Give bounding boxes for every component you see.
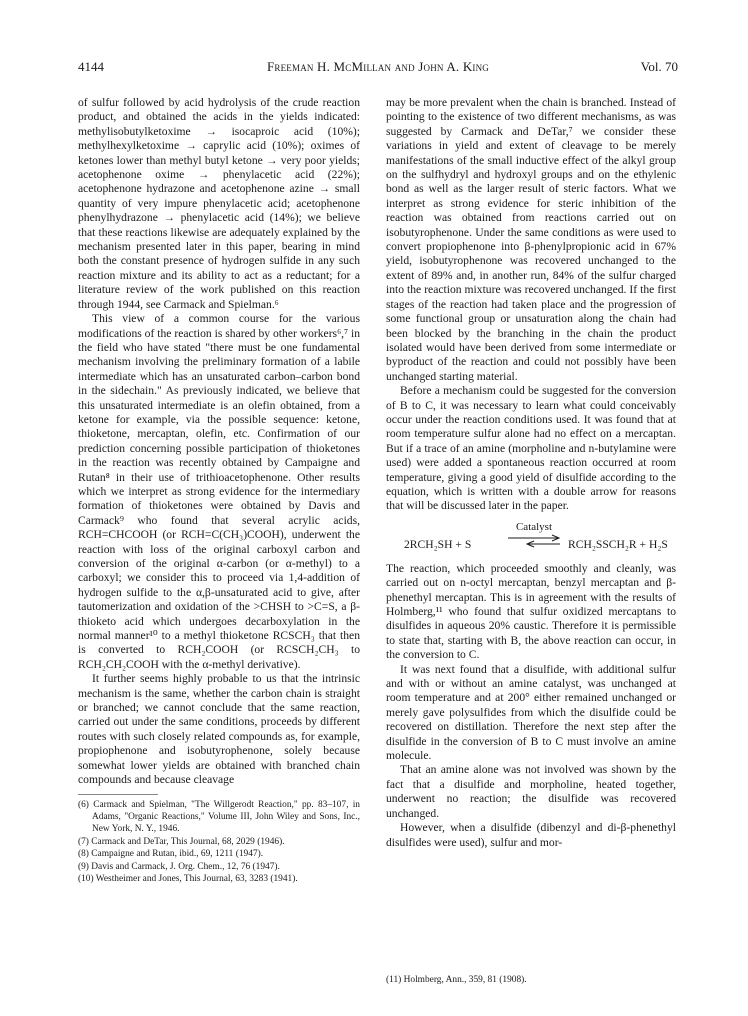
footnote: (11) Holmberg, Ann., 359, 81 (1908). xyxy=(386,975,527,985)
footnote: (9) Davis and Carmack, J. Org. Chem., 12, 76 (1947). xyxy=(78,861,280,872)
footnote: (7) Carmack and DeTar, This Journal, 68, 2029 (1946). xyxy=(78,836,285,847)
footnotes-right xyxy=(386,974,676,986)
paragraph: It further seems highly probable to us that the intrinsic mechanism is the same, whether the carbon chain is straight or branched; we cannot conclude that the same reaction, carried out under the same conditions, proceeds by different routes with such closely related compounds as, for example, propiophenone and isobutyrophenone, solely because somewhat lower yields are obtained with branched chain compounds and because cleavage xyxy=(78,672,360,787)
left-column xyxy=(78,96,360,885)
page-number: 4144 xyxy=(78,59,104,74)
right-column xyxy=(386,96,676,850)
footnote: (10) Westheimer and Jones, This Journal, 63, 3283 (1941). xyxy=(78,873,298,884)
footnote: (8) Campaigne and Rutan, ibid., 69, 1211 (1947). xyxy=(78,849,264,860)
footnote-rule xyxy=(78,794,158,795)
footnotes-left xyxy=(78,799,360,886)
running-header xyxy=(78,58,678,76)
paragraph: may be more prevalent when the chain is branched. Instead of pointing to the existence of two different mechanisms, as was suggested by Carmack and DeTar,⁷ we consider these variations in yield and extent of cleavage to be merely manifestations of the small inductive effect of the alkyl group on the sulfhydryl and hydroxyl groups and on the ethylenic bond as well as the larger result of steric factors. What we interpret as strong evidence for steric inhibition of the reaction was obtained from reactions carried out on isobutyrophenone. Under the same conditions as were used to convert propiophenone into β-phenylpropionic acid in 67% yield, isobutyrophenone was recovered unchanged to the extent of 89% and, in another run, 84% of the sulfur charged into the reaction mixture was recovered unchanged. If the first stages of the reaction had taken place and the progression of some functional group or unsaturation along the chain had been blocked by the branching in the chain the product isolated would have been derived from some intermediate or byproduct of the reaction and could not possibly have been unchanged starting material. xyxy=(386,96,676,383)
paragraph: Before a mechanism could be suggested for the conversion of B to C, it was necessary to learn what could conceivably occur under the reaction conditions used. It was found that at room temperature sulfur alone had no effect on a mercaptan. But if a trace of an amine (morpholine and n-butylamine were used) were added a spontaneous reaction occurred at room temperature, giving a good yield of disulfide according to the equation, which is written with a double arrow for reasons that will be discussed later in the paper. xyxy=(386,384,676,513)
paragraph: However, when a disulfide (dibenzyl and di-β-phenethyl disulfides were used), sulfur and mor- xyxy=(386,821,676,849)
equation-products: RCH₂SSCH₂R + H₂S xyxy=(568,537,668,551)
paragraph: The reaction, which proceeded smoothly and cleanly, was carried out on n-octyl mercaptan, benzyl mercaptan and β-phenethyl mercaptan. This is in agreement with the results of Holmberg,¹¹ who found that sulfur oxidized mercaptans to disulfides in aqueous 20% caustic. Therefore it is permissible to state that, starting with B, the above reaction can occur, in the conversion to C. xyxy=(386,561,676,662)
footnote: (6) Carmack and Spielman, "The Willgerodt Reaction," pp. 83–107, in Adams, "Organic Reactions," Volume III, John Wiley and Sons, Inc., New York, N. Y., 1946. xyxy=(78,799,360,835)
equilibrium-arrows-icon xyxy=(506,534,562,548)
volume-label: Vol. 70 xyxy=(640,59,678,74)
equation-reactants: 2RCH₂SH + S xyxy=(404,537,472,551)
paragraph: of sulfur followed by acid hydrolysis of the crude reaction product, and obtained the acids in the yields indicated: methylisobutylketoxime → isocaproic acid (10%); methylhexylketoxime → caprylic acid (10%); oximes of ketones lower than methyl butyl ketone → very poor yields; acetophenone oxime → phenylacetic acid (22%); acetophenone hydrazone and acetophenone azine → small quantity of very impure phenylacetic acid; acetophenone phenylhydrazone → phenylacetic acid (14%); we believe that these reactions likewise are adequately explained by the mechanism presented later in this paper, bearing in mind both the constant presence of hydrogen sulfide in any such reaction mixture and its ability to act as a reductant; for a literature review of the work published on this reaction through 1944, see Carmack and Spielman.⁶ xyxy=(78,96,360,311)
paragraph: This view of a common course for the various modifications of the reaction is shared by other workers⁶,⁷ in the field who have stated "there must be one fundamental mechanism involving the preliminary formation of a labile intermediate which has an unsaturated carbon–carbon bond in the sidechain." As previously indicated, we believe that this unsaturated intermediate is an olefin obtained, from a ketone for example, via the possible sequence: ketone, thioketone, mercaptan, olefin, etc. Confirmation of our prediction concerning possible participation of thioketones in the reaction was recently obtained by Campaigne and Rutan⁸ in their use of trithioacetophenone. Other results which we interpret as strong evidence for the intermediary formation of thioketones were obtained by Davis and Carmack⁹ who found that several acrylic acids, RCH=CHCOOH (or RCH=C(CH₃)COOH), underwent the reaction with loss of the original carboxyl carbon and conversion of the original α-carbon (or α-methyl) to a carboxyl; we consider this to proceed via 1,4-addition of hydrogen sulfide to the α,β-unsaturated acid to give, after tautomerization and oxidation of the >CHSH to >C=S, a β-thioketo acid which undergoes decarboxylation in the normal manner¹⁰ to a methyl thioketone RCSCH₃ that then is converted to RCH₂COOH (or RCSCH₂CH₃ to RCH₂CH₂COOH with the α-methyl derivative). xyxy=(78,312,360,671)
paragraph: It was next found that a disulfide, with additional sulfur and with or without an amine catalyst, was unchanged at room temperature and at 200° either remained unchanged or merely gave polysulfides from which the disulfide could be recovered on distillation. Therefore the next step after the disulfide in the conversion of B to C must involve an amine molecule. xyxy=(386,662,676,763)
equation-catalyst-label: Catalyst xyxy=(515,520,553,533)
paragraph: That an amine alone was not involved was shown by the fact that a disulfide and morpholine, heated together, underwent no reaction; the disulfide was recovered unchanged. xyxy=(386,763,676,820)
running-title: Freeman H. McMillan and John A. King xyxy=(266,59,490,74)
reaction-equation xyxy=(386,520,676,558)
